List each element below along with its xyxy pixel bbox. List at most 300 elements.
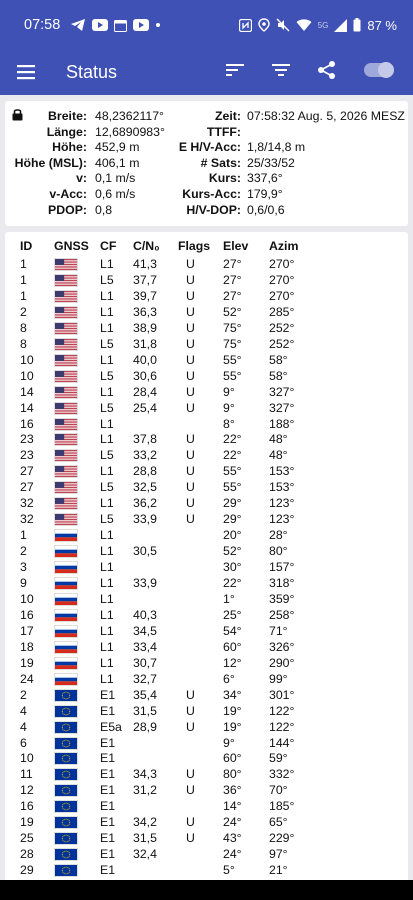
table-row[interactable] bbox=[5, 782, 408, 798]
sat-elev: 75° bbox=[223, 336, 242, 351]
sat-azim: 48° bbox=[269, 432, 288, 447]
info-value: 12,6890983° bbox=[95, 124, 165, 139]
sat-elev: 75° bbox=[223, 320, 242, 335]
sat-id: 19 bbox=[20, 815, 34, 830]
eu-flag-icon bbox=[54, 768, 78, 781]
sat-cn0: 37,8 bbox=[133, 432, 157, 447]
table-row[interactable] bbox=[5, 495, 408, 511]
sat-id: 2 bbox=[20, 687, 27, 702]
sat-azim: 21° bbox=[269, 863, 288, 878]
telegram-icon bbox=[70, 18, 86, 32]
table-row[interactable] bbox=[5, 750, 408, 766]
us-flag-icon bbox=[54, 290, 78, 303]
satellite-table bbox=[5, 232, 408, 880]
sat-azim: 285° bbox=[269, 304, 295, 319]
sat-cf: L1 bbox=[100, 671, 114, 686]
table-row[interactable] bbox=[5, 655, 408, 671]
sat-azim: 229° bbox=[269, 831, 295, 846]
sat-cn0: 39,7 bbox=[133, 288, 157, 303]
sat-elev: 22° bbox=[223, 576, 242, 590]
sat-elev: 6° bbox=[223, 671, 235, 686]
info-label: v-Acc: bbox=[49, 187, 87, 201]
location-icon bbox=[258, 18, 270, 32]
sat-cn0: 31,8 bbox=[133, 336, 157, 351]
info-value: 452,9 m bbox=[95, 140, 140, 155]
wifi-icon bbox=[296, 19, 312, 32]
sat-flags: U bbox=[186, 783, 195, 798]
sat-flags: U bbox=[186, 257, 195, 271]
sat-elev: 9° bbox=[223, 735, 235, 750]
sat-id: 14 bbox=[20, 400, 34, 415]
sat-cf: L1 bbox=[100, 655, 114, 670]
sat-id: 8 bbox=[20, 320, 27, 335]
sat-id: 2 bbox=[20, 304, 27, 319]
sat-cf: L5 bbox=[100, 400, 114, 415]
sat-id: 16 bbox=[20, 416, 34, 431]
sat-id: 19 bbox=[20, 655, 34, 670]
sat-cf: L1 bbox=[100, 591, 114, 606]
sat-id: 1 bbox=[20, 528, 27, 543]
us-flag-icon bbox=[54, 338, 78, 351]
eu-flag-icon bbox=[54, 737, 78, 750]
sat-flags: U bbox=[186, 703, 195, 718]
eu-flag-icon bbox=[54, 800, 78, 813]
table-row[interactable] bbox=[5, 400, 408, 416]
sat-flags: U bbox=[186, 687, 195, 702]
sat-azim: 332° bbox=[269, 767, 295, 782]
sat-elev: 29° bbox=[223, 496, 242, 511]
sat-azim: 70° bbox=[269, 783, 288, 798]
sat-elev: 60° bbox=[223, 639, 242, 654]
info-value: 0,6/0,6 bbox=[247, 202, 285, 217]
sat-azim: 327° bbox=[269, 384, 295, 399]
sat-azim: 157° bbox=[269, 560, 295, 575]
info-row bbox=[5, 187, 408, 202]
col-id: ID bbox=[20, 239, 33, 253]
table-row[interactable] bbox=[5, 798, 408, 814]
sat-elev: 80° bbox=[223, 767, 242, 782]
sat-cn0: 25,4 bbox=[133, 400, 157, 415]
sat-cn0: 33,9 bbox=[133, 512, 157, 527]
sat-azim: 123° bbox=[269, 512, 295, 527]
sat-cn0: 32,4 bbox=[133, 847, 157, 862]
sat-azim: 359° bbox=[269, 591, 295, 606]
sat-cf: L1 bbox=[100, 544, 114, 559]
sat-cf: E1 bbox=[100, 799, 116, 814]
us-flag-icon bbox=[54, 497, 78, 510]
sat-elev: 52° bbox=[223, 304, 242, 319]
signal-icon bbox=[334, 19, 347, 32]
sat-cf: E1 bbox=[100, 831, 116, 846]
sat-azim: 59° bbox=[269, 751, 288, 766]
col-gnss: GNSS bbox=[54, 239, 89, 253]
sat-cf: L1 bbox=[100, 352, 114, 367]
sat-id: 3 bbox=[20, 560, 27, 575]
calendar-icon bbox=[114, 19, 127, 32]
sat-cf: L1 bbox=[100, 304, 114, 319]
table-row[interactable] bbox=[5, 735, 408, 751]
sat-elev: 5° bbox=[223, 863, 235, 878]
sat-azim: 290° bbox=[269, 655, 295, 670]
sat-azim: 153° bbox=[269, 480, 295, 495]
sat-id: 16 bbox=[20, 607, 34, 622]
eu-flag-icon bbox=[54, 784, 78, 797]
table-row[interactable] bbox=[5, 320, 408, 336]
sat-elev: 22° bbox=[223, 432, 242, 447]
sat-cn0: 32,5 bbox=[133, 480, 157, 495]
info-value: 406,1 m bbox=[95, 155, 140, 170]
info-value: 179,9° bbox=[247, 187, 283, 201]
table-row[interactable] bbox=[5, 447, 408, 463]
sat-id: 10 bbox=[20, 751, 34, 766]
us-flag-icon bbox=[54, 322, 78, 335]
sat-elev: 54° bbox=[223, 623, 242, 638]
info-value: 337,6° bbox=[247, 171, 283, 186]
table-row[interactable] bbox=[5, 256, 408, 272]
sat-elev: 36° bbox=[223, 783, 242, 798]
sat-id: 12 bbox=[20, 783, 34, 798]
sat-cn0: 33,2 bbox=[133, 448, 157, 463]
sat-azim: 123° bbox=[269, 496, 295, 511]
sat-id: 16 bbox=[20, 799, 34, 814]
sat-id: 1 bbox=[20, 272, 27, 287]
info-label: H/V-DOP: bbox=[186, 202, 241, 217]
table-row[interactable] bbox=[5, 336, 408, 352]
us-flag-icon bbox=[54, 481, 78, 494]
sat-elev: 22° bbox=[223, 448, 242, 463]
sat-flags: U bbox=[186, 767, 195, 782]
sat-azim: 65° bbox=[269, 815, 288, 830]
russia-flag-icon bbox=[54, 641, 78, 654]
sat-cf: E1 bbox=[100, 815, 116, 830]
eu-flag-icon bbox=[54, 832, 78, 845]
info-label: E H/V-Acc: bbox=[178, 140, 241, 155]
info-label: Länge: bbox=[46, 124, 87, 139]
col-flags: Flags bbox=[178, 239, 211, 253]
table-row[interactable] bbox=[5, 846, 408, 862]
sat-azim: 71° bbox=[269, 623, 288, 638]
sat-id: 4 bbox=[20, 719, 27, 734]
us-flag-icon bbox=[54, 274, 78, 287]
sat-id: 23 bbox=[20, 432, 34, 447]
col-azim: Azim bbox=[269, 239, 299, 253]
table-row[interactable] bbox=[5, 384, 408, 400]
sat-cf: L1 bbox=[100, 560, 114, 575]
info-value: 0,1 m/s bbox=[95, 171, 136, 186]
table-row[interactable] bbox=[5, 830, 408, 846]
sat-id: 18 bbox=[20, 639, 34, 654]
sat-azim: 58° bbox=[269, 352, 288, 367]
sat-elev: 27° bbox=[223, 272, 242, 287]
filter-icon[interactable] bbox=[271, 60, 291, 80]
table-row[interactable] bbox=[5, 368, 408, 384]
share-icon[interactable] bbox=[317, 60, 337, 80]
sat-cf: E1 bbox=[100, 783, 116, 798]
info-value: 0,8 bbox=[95, 202, 113, 217]
sat-elev: 9° bbox=[223, 400, 235, 415]
sat-flags: U bbox=[186, 815, 195, 830]
us-flag-icon bbox=[54, 433, 78, 446]
sat-id: 4 bbox=[20, 703, 27, 718]
sat-elev: 1° bbox=[223, 591, 235, 606]
sat-azim: 97° bbox=[269, 847, 288, 862]
us-flag-icon bbox=[54, 402, 78, 415]
sat-cn0: 31,5 bbox=[133, 831, 157, 846]
sat-cf: E1 bbox=[100, 687, 116, 702]
sat-elev: 9° bbox=[223, 384, 235, 399]
sat-id: 23 bbox=[20, 448, 34, 463]
table-row[interactable] bbox=[5, 575, 408, 591]
sat-id: 8 bbox=[20, 336, 27, 351]
sat-flags: U bbox=[186, 288, 195, 303]
sat-azim: 188° bbox=[269, 416, 295, 431]
sat-elev: 27° bbox=[223, 257, 242, 271]
us-flag-icon bbox=[54, 386, 78, 399]
col-cn0: C/N₀ bbox=[133, 239, 160, 253]
sat-cf: L1 bbox=[100, 432, 114, 447]
sat-flags: U bbox=[186, 336, 195, 351]
location-info-card bbox=[5, 101, 408, 226]
sat-azim: 28° bbox=[269, 528, 288, 543]
sat-azim: 122° bbox=[269, 703, 295, 718]
sat-id: 10 bbox=[20, 368, 34, 383]
russia-flag-icon bbox=[54, 625, 78, 638]
nfc-icon bbox=[239, 19, 252, 32]
app-bar bbox=[0, 50, 413, 95]
sat-elev: 19° bbox=[223, 719, 242, 734]
sat-elev: 8° bbox=[223, 416, 235, 431]
table-row[interactable] bbox=[5, 687, 408, 703]
info-value: 0,6 m/s bbox=[95, 187, 136, 201]
sat-flags: U bbox=[186, 496, 195, 511]
sat-cf: L1 bbox=[100, 528, 114, 543]
us-flag-icon bbox=[54, 370, 78, 383]
sat-id: 28 bbox=[20, 847, 34, 862]
sat-cn0: 30,7 bbox=[133, 655, 157, 670]
russia-flag-icon bbox=[54, 545, 78, 558]
us-flag-icon bbox=[54, 418, 78, 431]
table-row[interactable] bbox=[5, 639, 408, 655]
info-label: Höhe (MSL): bbox=[14, 155, 87, 170]
info-label: Breite: bbox=[48, 109, 87, 123]
dot-icon bbox=[155, 22, 161, 28]
sat-id: 1 bbox=[20, 288, 27, 303]
sat-cn0: 28,4 bbox=[133, 384, 157, 399]
sat-cn0: 36,3 bbox=[133, 304, 157, 319]
table-row[interactable] bbox=[5, 416, 408, 432]
sat-azim: 326° bbox=[269, 639, 295, 654]
table-row[interactable] bbox=[5, 463, 408, 479]
battery-icon bbox=[353, 18, 361, 32]
youtube-icon bbox=[92, 19, 108, 31]
sat-azim: 270° bbox=[269, 288, 295, 303]
sat-azim: 153° bbox=[269, 464, 295, 479]
sat-cn0: 36,2 bbox=[133, 496, 157, 511]
sat-elev: 30° bbox=[223, 560, 242, 575]
navigation-bar bbox=[0, 880, 413, 900]
sat-cf: L1 bbox=[100, 576, 114, 590]
sat-azim: 252° bbox=[269, 320, 295, 335]
table-row[interactable] bbox=[5, 559, 408, 575]
info-label: Höhe: bbox=[52, 140, 87, 155]
sat-cf: E5a bbox=[100, 719, 122, 734]
sat-id: 17 bbox=[20, 623, 34, 638]
sat-flags: U bbox=[186, 480, 195, 495]
sat-cn0: 34,2 bbox=[133, 815, 157, 830]
us-flag-icon bbox=[54, 258, 78, 271]
sat-id: 32 bbox=[20, 512, 34, 527]
sat-id: 32 bbox=[20, 496, 34, 511]
sat-id: 27 bbox=[20, 480, 34, 495]
table-row[interactable] bbox=[5, 862, 408, 878]
sat-cf: L1 bbox=[100, 623, 114, 638]
sat-cf: L5 bbox=[100, 512, 114, 527]
sat-flags: U bbox=[186, 719, 195, 734]
sat-elev: 24° bbox=[223, 815, 242, 830]
sat-azim: 99° bbox=[269, 671, 288, 686]
russia-flag-icon bbox=[54, 593, 78, 606]
sat-cn0: 34,5 bbox=[133, 623, 157, 638]
table-row[interactable] bbox=[5, 543, 408, 559]
sat-elev: 24° bbox=[223, 847, 242, 862]
sat-cn0: 32,7 bbox=[133, 671, 157, 686]
sat-cn0: 35,4 bbox=[133, 687, 157, 702]
sat-flags: U bbox=[186, 831, 195, 846]
eu-flag-icon bbox=[54, 721, 78, 734]
youtube-icon bbox=[133, 19, 149, 31]
toggle-switch[interactable] bbox=[363, 60, 395, 80]
clock: 07:58 bbox=[24, 17, 61, 33]
info-row bbox=[5, 171, 408, 186]
system-status-bar bbox=[0, 0, 413, 50]
sat-azim: 58° bbox=[269, 368, 288, 383]
sat-elev: 25° bbox=[223, 607, 242, 622]
sat-cf: L1 bbox=[100, 288, 114, 303]
sat-cn0: 41,3 bbox=[133, 257, 157, 271]
us-flag-icon bbox=[54, 465, 78, 478]
sat-azim: 144° bbox=[269, 735, 295, 750]
sat-cf: L1 bbox=[100, 464, 114, 479]
sat-azim: 80° bbox=[269, 544, 288, 559]
info-value: 1,8/14,8 m bbox=[247, 140, 306, 155]
sat-elev: 43° bbox=[223, 831, 242, 846]
sort-icon[interactable] bbox=[225, 60, 245, 80]
sat-id: 6 bbox=[20, 735, 27, 750]
info-label: PDOP: bbox=[48, 202, 87, 217]
sat-elev: 12° bbox=[223, 655, 242, 670]
sat-cf: L1 bbox=[100, 496, 114, 511]
table-row[interactable] bbox=[5, 511, 408, 527]
sat-azim: 122° bbox=[269, 719, 295, 734]
sat-elev: 14° bbox=[223, 799, 242, 814]
table-row[interactable] bbox=[5, 719, 408, 735]
info-label: v: bbox=[76, 171, 87, 186]
sat-cf: L5 bbox=[100, 272, 114, 287]
table-row[interactable] bbox=[5, 352, 408, 368]
sat-cf: E1 bbox=[100, 703, 116, 718]
sat-azim: 252° bbox=[269, 336, 295, 351]
sat-elev: 34° bbox=[223, 687, 242, 702]
sat-flags: U bbox=[186, 304, 195, 319]
sat-cf: L1 bbox=[100, 416, 114, 431]
mute-icon bbox=[276, 18, 290, 32]
sat-id: 2 bbox=[20, 544, 27, 559]
sat-cn0: 31,5 bbox=[133, 703, 157, 718]
info-label: TTFF: bbox=[206, 124, 241, 139]
info-label: Kurs-Acc: bbox=[182, 187, 241, 201]
us-flag-icon bbox=[54, 449, 78, 462]
info-row bbox=[5, 156, 408, 171]
sat-cn0: 40,3 bbox=[133, 607, 157, 622]
info-label: Kurs: bbox=[208, 171, 241, 186]
page-title: Status bbox=[66, 62, 118, 82]
info-label: # Sats: bbox=[200, 155, 241, 170]
sat-cf: L5 bbox=[100, 336, 114, 351]
sat-elev: 20° bbox=[223, 528, 242, 543]
sat-id: 10 bbox=[20, 352, 34, 367]
hamburger-menu-icon[interactable] bbox=[16, 62, 36, 82]
table-row[interactable] bbox=[5, 671, 408, 687]
info-row bbox=[5, 140, 408, 155]
sat-elev: 29° bbox=[223, 512, 242, 527]
sat-cn0: 37,7 bbox=[133, 272, 157, 287]
table-row[interactable] bbox=[5, 591, 408, 607]
sat-elev: 27° bbox=[223, 288, 242, 303]
sat-cf: L5 bbox=[100, 448, 114, 463]
table-row[interactable] bbox=[5, 607, 408, 623]
sat-elev: 55° bbox=[223, 368, 242, 383]
table-row[interactable] bbox=[5, 527, 408, 543]
sat-azim: 270° bbox=[269, 257, 295, 271]
table-row[interactable] bbox=[5, 479, 408, 495]
table-row[interactable] bbox=[5, 272, 408, 288]
table-row[interactable] bbox=[5, 431, 408, 447]
eu-flag-icon bbox=[54, 689, 78, 702]
sat-id: 10 bbox=[20, 591, 34, 606]
info-row bbox=[5, 203, 408, 218]
table-row[interactable] bbox=[5, 703, 408, 719]
table-row[interactable] bbox=[5, 814, 408, 830]
table-row[interactable] bbox=[5, 623, 408, 639]
sat-id: 11 bbox=[20, 767, 33, 782]
sat-cf: L1 bbox=[100, 639, 114, 654]
table-row[interactable] bbox=[5, 304, 408, 320]
sat-flags: U bbox=[186, 368, 195, 383]
sat-cf: L1 bbox=[100, 320, 114, 335]
table-row[interactable] bbox=[5, 288, 408, 304]
sat-cn0: 38,9 bbox=[133, 320, 157, 335]
us-flag-icon bbox=[54, 354, 78, 367]
sat-cf: E1 bbox=[100, 751, 116, 766]
info-label: Zeit: bbox=[215, 109, 241, 123]
sat-cn0: 30,5 bbox=[133, 544, 157, 559]
sat-elev: 52° bbox=[223, 544, 242, 559]
battery-level: 87 % bbox=[367, 17, 397, 33]
sat-cf: L1 bbox=[100, 607, 114, 622]
sat-cn0: 31,2 bbox=[133, 783, 157, 798]
sat-cf: E1 bbox=[100, 863, 116, 878]
sat-azim: 301° bbox=[269, 687, 295, 702]
sat-elev: 55° bbox=[223, 352, 242, 367]
us-flag-icon bbox=[54, 513, 78, 526]
russia-flag-icon bbox=[54, 609, 78, 622]
sat-azim: 318° bbox=[269, 576, 295, 590]
info-row bbox=[5, 125, 408, 140]
info-value: 48,2362117° bbox=[95, 109, 164, 123]
sat-elev: 19° bbox=[223, 703, 242, 718]
sat-flags: U bbox=[186, 512, 195, 527]
table-row[interactable] bbox=[5, 766, 408, 782]
